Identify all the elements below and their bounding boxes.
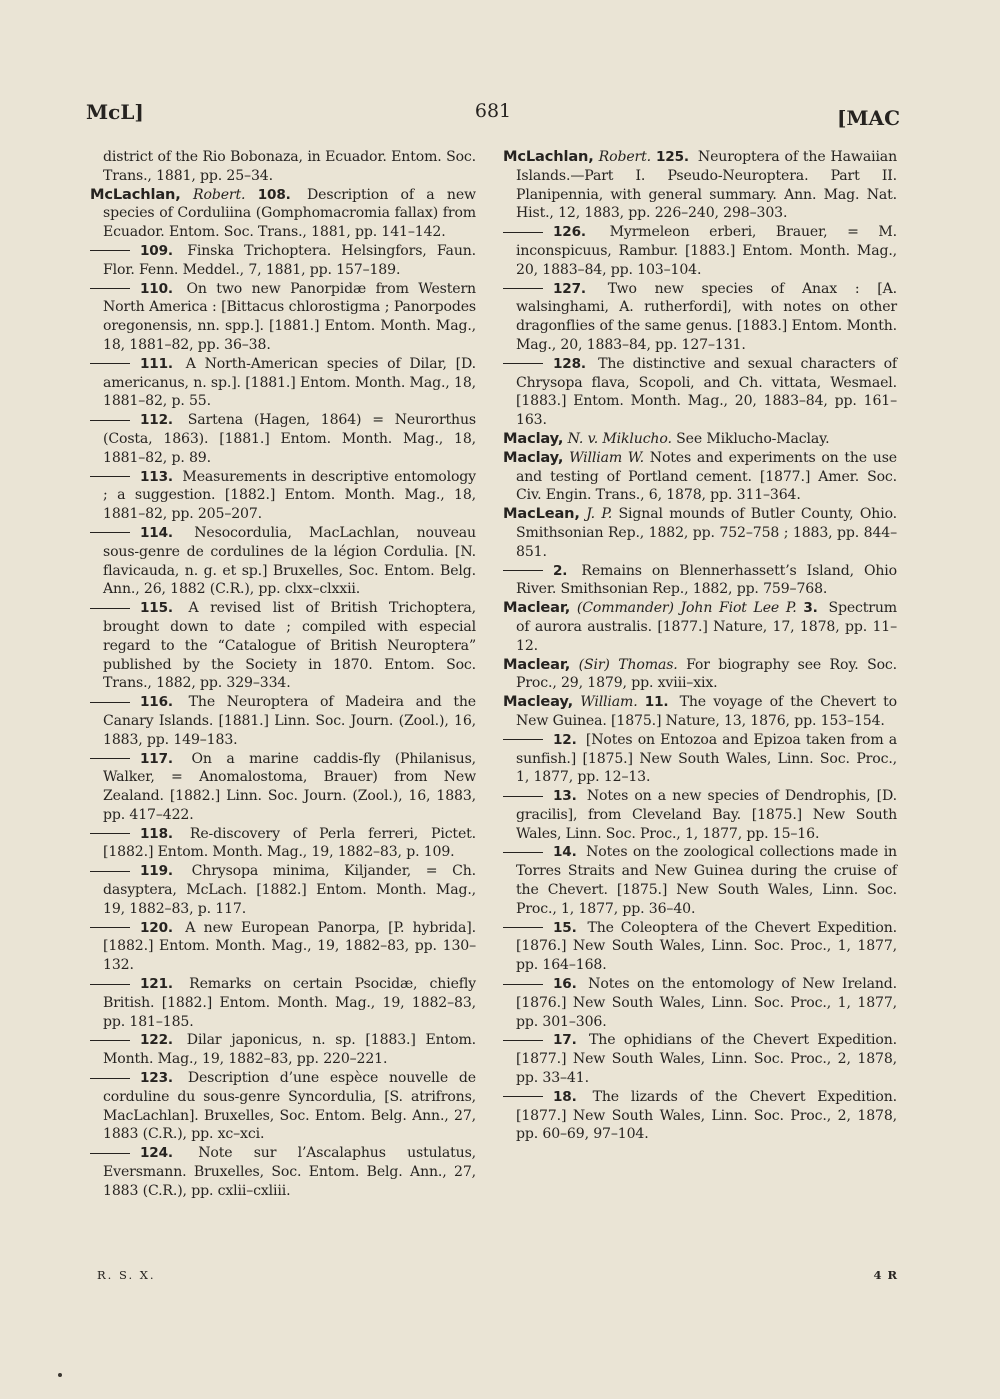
entry-text: Dilar japonicus, n. sp. [1883.] Entom. Month. Mag., 19, 1882–83, pp. 220–221.	[103, 1032, 476, 1068]
entry-text: A new European Panorpa, [P. hybrida]. [1882.] Entom. Month. Mag., 19, 1882–83, pp. 130–132.	[103, 919, 476, 974]
bibliography-entry	[503, 787, 897, 843]
bibliography-entry	[90, 355, 476, 411]
author-given-name: William.	[580, 694, 638, 711]
ditto-dash	[90, 1040, 130, 1041]
entry-text: Description of a new species of Corduliina (Gomphomacromia fallax) from Ecuador. Entom. Soc. Trans., 1881, pp. 141–142.	[103, 186, 476, 241]
entry-number: 115.	[140, 600, 173, 617]
entry-number: 109.	[140, 242, 173, 259]
bibliography-entry	[503, 693, 897, 731]
ditto-dash	[90, 1153, 130, 1154]
entry-number: 12.	[553, 731, 577, 748]
ditto-dash	[503, 288, 543, 289]
ditto-dash	[90, 532, 130, 533]
entry-text: Myrmeleon erberi, Brauer, = M. inconspicuus, Rambur. [1883.] Entom. Month. Mag., 20, 1883–84, pp. 103–104.	[516, 224, 897, 278]
entry-text: Notes on the entomology of New Ireland. [1876.] New South Wales, Linn. Soc. Proc., 1, 1877, pp. 301–306.	[516, 976, 897, 1030]
entry-text: Description d’une espèce nouvelle de corduline du sous-genre Syncordulia, [S. atrifrons, MacLachlan]. Bruxelles, Soc. Entom. Belg. Ann., 27, 1883 (C.R.), pp. xc–xci.	[103, 1070, 476, 1143]
header-right-range: [MAC	[836, 106, 900, 130]
entry-text: Remains on Blennerhassett’s Island, Ohio River. Smithsonian Rep., 1882, pp. 759–768.	[516, 562, 897, 598]
bibliography-entry	[503, 656, 897, 694]
bibliography-entry	[503, 919, 897, 975]
entry-number: 3.	[803, 600, 818, 617]
entry-number: 121.	[140, 976, 173, 993]
entry-number: 15.	[553, 919, 577, 936]
entry-text: Sartena (Hagen, 1864) = Neurorthus (Costa, 1863). [1881.] Entom. Month. Mag., 18, 1881–82, p. 89.	[103, 412, 476, 466]
bibliography-entry	[90, 1144, 476, 1200]
entry-number: 11.	[644, 694, 669, 711]
entry-number: 14.	[553, 844, 577, 861]
bibliography-entry	[90, 524, 476, 599]
bibliography-entry	[90, 975, 476, 1031]
bibliography-entry	[90, 862, 476, 918]
entry-text: See Miklucho-Maclay.	[676, 430, 830, 447]
entry-text: Notes on a new species of Dendrophis, [D. gracilis], from Cleveland Bay. [1875.] New South Wales, Linn. Soc. Proc., 1, 1877, pp. 15–16.	[516, 788, 897, 842]
author-surname: MacLean,	[503, 505, 580, 523]
footer-sheet-mark: 4 R	[873, 1268, 898, 1282]
ditto-dash	[90, 927, 130, 928]
entry-text: On a marine caddis-fly (Philanisus, Walker, = Anomalostoma, Brauer) from New Zealand. [1882.] Linn. Soc. Journ. (Zool.), 16, 1883, pp. 417–422.	[103, 750, 476, 823]
entry-text: Spectrum of aurora australis. [1877.] Nature, 17, 1878, pp. 11–12.	[516, 600, 897, 654]
author-given-name: N. v. Miklucho.	[567, 430, 672, 447]
bibliography-entry	[90, 693, 476, 749]
entry-number: 124.	[140, 1145, 173, 1162]
bibliography-entry	[90, 599, 476, 693]
ditto-dash	[90, 871, 130, 872]
entry-text: The distinctive and sexual characters of Chrysopa flava, Scopoli, and Ch. vittata, Wesmael. [1883.] Entom. Month. Mag., 20, 1883–84, pp. 161–163.	[516, 355, 897, 429]
entry-number: 113.	[140, 468, 173, 485]
bibliography-entry	[503, 1088, 897, 1144]
ditto-dash	[90, 476, 130, 477]
bibliography-entry	[90, 750, 476, 825]
bibliography-entry	[503, 599, 897, 655]
author-surname: McLachlan,	[90, 185, 181, 203]
ditto-dash	[503, 1096, 543, 1097]
bibliography-entry	[503, 223, 897, 279]
header-left-range: McL]	[86, 100, 144, 124]
bibliography-entry	[503, 731, 897, 787]
entry-number: 119.	[140, 863, 173, 880]
entry-text: For biography see Roy. Soc. Proc., 29, 1879, pp. xviii–xix.	[516, 656, 897, 692]
right-column	[503, 148, 897, 1144]
bibliography-entry	[503, 843, 897, 918]
entry-number: 117.	[140, 750, 173, 767]
entry-number: 128.	[553, 355, 586, 372]
author-surname: McLachlan,	[503, 148, 594, 165]
entry-number: 112.	[140, 412, 173, 429]
entry-number: 17.	[553, 1032, 577, 1049]
bibliography-entry	[503, 430, 897, 449]
ditto-dash	[90, 833, 130, 834]
ditto-dash	[90, 363, 130, 364]
entry-number: 13.	[553, 788, 577, 805]
author-surname: Maclay,	[503, 429, 564, 447]
author-surname: Macleay,	[503, 693, 574, 711]
entry-text: district of the Rio Bobonaza, in Ecuador. Entom. Soc. Trans., 1881, pp. 25–34.	[103, 149, 476, 184]
author-given-name: (Commander) John Fiot Lee P.	[576, 600, 797, 617]
bibliography-entry	[90, 825, 476, 863]
entry-text: Measurements in descriptive entomology ; a suggestion. [1882.] Entom. Month. Mag., 18, 1881–82, pp. 205–207.	[103, 468, 476, 523]
bibliography-entry	[90, 1069, 476, 1144]
entry-text: Remarks on certain Psocidæ, chiefly British. [1882.] Entom. Month. Mag., 19, 1882–83, pp. 181–185.	[103, 976, 476, 1030]
ditto-dash	[90, 702, 130, 703]
bibliography-entry	[503, 975, 897, 1031]
entry-text: Finska Trichoptera. Helsingfors, Faun. Flor. Fenn. Meddel., 7, 1881, pp. 157–189.	[103, 242, 476, 278]
entry-text: Nesocordulia, MacLachlan, nouveau sous-genre de cordulines de la légion Cordulia. [N. flavicauda, n. g. et sp.] Bruxelles, Soc. Entom. Belg. Ann., 26, 1882 (C.R.), pp. clxx–clxxii.	[103, 524, 476, 598]
entry-number: 111.	[140, 355, 173, 372]
ditto-dash	[503, 363, 543, 364]
page-number: 681	[474, 100, 512, 122]
ditto-dash	[503, 927, 543, 928]
bibliography-entry	[503, 562, 897, 600]
page-header	[86, 100, 900, 132]
ditto-dash	[90, 250, 130, 251]
bibliography-entry	[503, 449, 897, 505]
ditto-dash	[503, 1040, 543, 1041]
ditto-dash	[90, 288, 130, 289]
entry-number: 127.	[553, 280, 586, 297]
bibliography-entry	[90, 1031, 476, 1069]
entry-number: 2.	[553, 562, 568, 579]
entry-number: 110.	[140, 280, 173, 297]
entry-text: The voyage of the Chevert to New Guinea. [1875.] Nature, 13, 1876, pp. 153–154.	[516, 694, 897, 729]
paper-speck	[58, 1373, 62, 1377]
author-surname: Maclay,	[503, 448, 564, 466]
ditto-dash	[503, 852, 543, 853]
entry-number: 114.	[140, 524, 173, 541]
entry-text: The Neuroptera of Madeira and the Canary Islands. [1881.] Linn. Soc. Journ. (Zool.), 16, 1883, pp. 149–183.	[103, 694, 476, 748]
ditto-dash	[503, 984, 543, 985]
entry-number: 116.	[140, 694, 173, 711]
bibliography-entry	[90, 242, 476, 280]
entry-number: 118.	[140, 825, 173, 842]
entry-number: 126.	[553, 224, 586, 241]
ditto-dash	[90, 420, 130, 421]
bibliography-entry	[503, 1031, 897, 1087]
entry-text: [Notes on Entozoa and Epizoa taken from a sunfish.] [1875.] New South Wales, Linn. Soc. Proc., 1, 1877, pp. 12–13.	[516, 731, 897, 786]
author-given-name: William W.	[569, 449, 645, 466]
entry-text: Two new species of Anax : [A. walsinghami, A. rutherfordi], with notes on other dragonflies of the same genus. [1883.] Entom. Month. Mag., 20, 1883–84, pp. 127–131.	[516, 280, 897, 353]
entry-text: Signal mounds of Butler County, Ohio. Smithsonian Rep., 1882, pp. 752–758 ; 1883, pp. 844–851.	[516, 506, 897, 560]
ditto-dash	[90, 608, 130, 609]
entry-text: A North-American species of Dilar, [D. americanus, n. sp.]. [1881.] Entom. Month. Mag., 18, 1881–82, p. 55.	[103, 355, 476, 410]
entry-text: A revised list of British Trichoptera, brought down to date ; compiled with especial regard to the “Catalogue of British Neuroptera” published by the Society in 1870. Entom. Soc. Trans., 1882, pp. 329–334.	[103, 600, 476, 692]
ditto-dash	[503, 232, 543, 233]
bibliography-entry	[503, 148, 897, 223]
bibliography-entry	[90, 919, 476, 975]
ditto-dash	[90, 984, 130, 985]
entry-text: Notes and experiments on the use and testing of Portland cement. [1877.] Amer. Soc. Civ. Engin. Trans., 6, 1878, pp. 311–364.	[516, 449, 897, 504]
ditto-dash	[90, 758, 130, 759]
entry-number: 108.	[257, 186, 291, 203]
bibliography-entry	[503, 355, 897, 430]
left-column	[90, 148, 476, 1201]
author-given-name: (Sir) Thomas.	[578, 656, 678, 673]
bibliography-entry	[90, 411, 476, 467]
ditto-dash	[90, 1078, 130, 1079]
entry-number: 125.	[655, 149, 689, 165]
bibliography-entry	[90, 148, 476, 186]
entry-number: 120.	[140, 919, 173, 936]
entry-number: 122.	[140, 1032, 173, 1049]
ditto-dash	[503, 739, 543, 740]
entry-text: Chrysopa minima, Kiljander, = Ch. dasyptera, McLach. [1882.] Entom. Month. Mag., 19, 1882–83, p. 117.	[103, 863, 476, 917]
bibliography-entry	[503, 505, 897, 561]
footer-signature: R. S. X.	[97, 1268, 156, 1282]
entry-text: The ophidians of the Chevert Expedition. [1877.] New South Wales, Linn. Soc. Proc., 2, 1878, pp. 33–41.	[516, 1032, 897, 1087]
bibliography-entry	[503, 280, 897, 355]
bibliography-entry	[90, 468, 476, 524]
bibliography-entry	[90, 186, 476, 242]
ditto-dash	[503, 570, 543, 571]
author-given-name: Robert.	[598, 149, 651, 165]
author-given-name: Robert.	[193, 186, 246, 203]
entry-text: Re-discovery of Perla ferreri, Pictet. [1882.] Entom. Month. Mag., 19, 1882–83, p. 109.	[103, 825, 476, 861]
entry-text: The Coleoptera of the Chevert Expedition. [1876.] New South Wales, Linn. Soc. Proc., 1, 1877, pp. 164–168.	[516, 919, 897, 974]
entry-text: Notes on the zoological collections made in Torres Straits and New Guinea during the cruise of the Chevert. [1875.] New South Wales, Linn. Soc. Proc., 1, 1877, pp. 36–40.	[516, 844, 897, 917]
entry-text: The lizards of the Chevert Expedition. [1877.] New South Wales, Linn. Soc. Proc., 2, 1878, pp. 60–69, 97–104.	[516, 1088, 897, 1143]
author-surname: Maclear,	[503, 599, 571, 617]
entry-number: 16.	[553, 976, 577, 993]
entry-text: Note sur l’Ascalaphus ustulatus, Eversmann. Bruxelles, Soc. Entom. Belg. Ann., 27, 1883 (C.R.), pp. cxlii–cxliii.	[103, 1145, 476, 1199]
author-surname: Maclear,	[503, 655, 571, 673]
bibliography-entry	[90, 280, 476, 355]
ditto-dash	[503, 796, 543, 797]
entry-text: Neuroptera of the Hawaiian Islands.—Part I. Pseudo-Neuroptera. Part II. Planipennia, with general summary. Ann. Mag. Nat. Hist., 12, 1883, pp. 226–240, 298–303.	[516, 149, 897, 222]
entry-number: 123.	[140, 1070, 173, 1087]
entry-number: 18.	[553, 1088, 577, 1105]
author-given-name: J. P.	[586, 506, 613, 523]
entry-text: On two new Panorpidæ from Western North America : [Bittacus chlorostigma ; Panorpodes oregonensis, nn. spp.]. [1881.] Entom. Month. Mag., 18, 1881–82, pp. 36–38.	[103, 280, 476, 353]
